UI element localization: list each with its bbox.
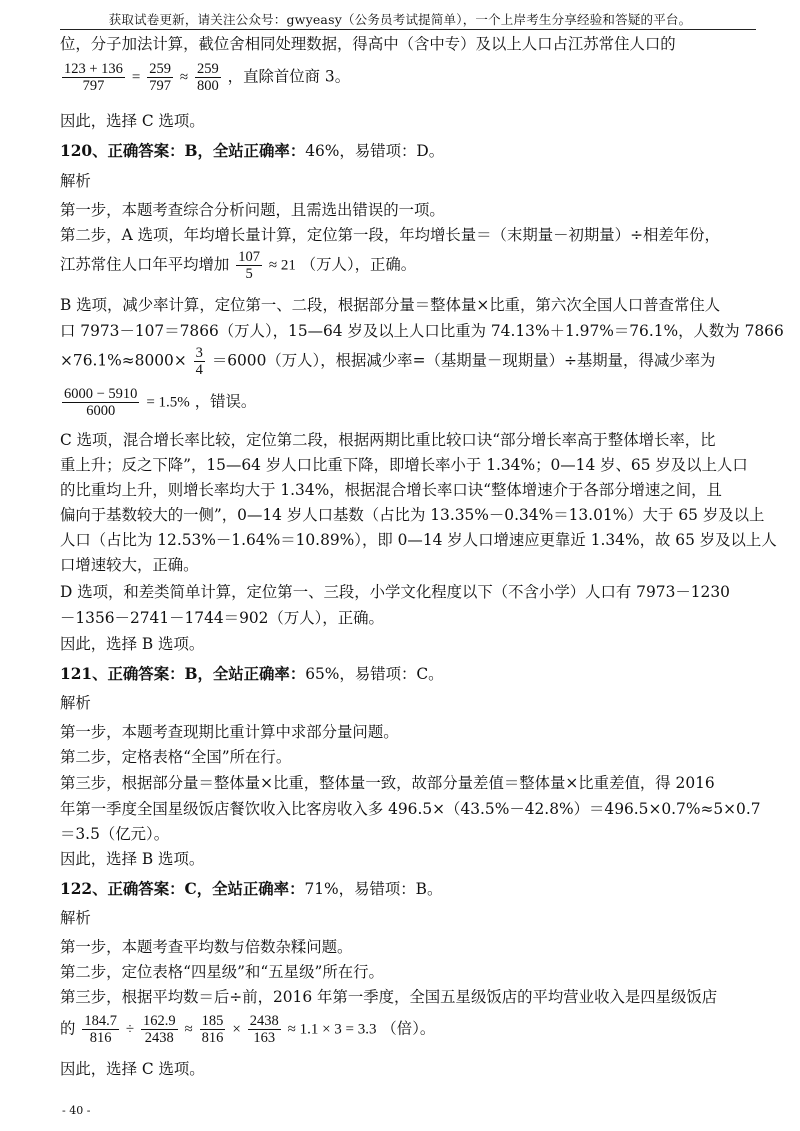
section-label: 解析 bbox=[60, 909, 91, 927]
text-line: 第一步，本题考查平均数与倍数杂糅问题。 bbox=[60, 938, 353, 956]
text-line: 因此，选择 C 选项。 bbox=[60, 1060, 205, 1078]
answer-heading: 120、正确答案：B，全站正确率：46%，易错项：D。 bbox=[60, 142, 445, 160]
answer-heading: 121、正确答案：B，全站正确率：65%，易错项：C。 bbox=[60, 665, 444, 683]
fraction: $\frac{2438}{163}$ bbox=[249, 1013, 279, 1046]
formula-line: $\frac{6000 - 5910}{6000}$ = 1.5% ，错误。 bbox=[64, 386, 257, 419]
text-line: 口增速较大，正确。 bbox=[60, 556, 199, 574]
page-number: - 40 - bbox=[62, 1104, 91, 1117]
text-line: 偏向于基数较大的一侧”，0—14 岁人口基数（占比为 13.35%－0.34%＝13.01%）大于 65 岁及以上 bbox=[60, 506, 765, 524]
section-label: 解析 bbox=[60, 172, 91, 190]
page-header: 获取试卷更新，请关注公众号：gwyeasy（公务员考试提简单），一个上岸考生分享经验和答疑的平台。 bbox=[108, 12, 692, 27]
section-label: 解析 bbox=[60, 694, 91, 712]
text-line: 第三步，根据部分量＝整体量×比重，整体量一致，故部分量差值＝整体量×比重差值，得 2016 bbox=[60, 774, 715, 792]
fraction: $\frac{162.9}{2438}$ bbox=[142, 1013, 176, 1046]
formula-line: 的 $\frac{184.7}{816}$ ÷ $\frac{162.9}{2438}$ ≈ $\frac{185}{816}$ × $\frac{2438}{163}$ ≈ 1.1 × 3 = 3.3 （倍）。 bbox=[60, 1013, 436, 1046]
formula-line: ×76.1%≈8000× $\frac{3}{4}$ ＝6000（万人），根据减少率=（基期量－现期量）÷基期量，得减少率为 bbox=[60, 345, 716, 378]
text-line: 第二步，A 选项，年均增长量计算，定位第一段，年均增长量＝（末期量－初期量）÷相差年份， bbox=[60, 226, 720, 244]
text-line: 第一步，本题考查现期比重计算中求部分量问题。 bbox=[60, 723, 399, 741]
text-line: －1356－2741－1744＝902（万人），正确。 bbox=[60, 609, 384, 627]
fraction: $\frac{3}{4}$ bbox=[195, 345, 203, 378]
fraction: $\frac{259}{797}$ bbox=[149, 61, 171, 94]
text-line: C 选项，混合增长率比较，定位第二段，根据两期比重比较口诀“部分增长率高于整体增长率，比 bbox=[60, 431, 716, 449]
formula-line: $\frac{123 + 136}{797}$ = $\frac{259}{797}$ ≈ $\frac{259}{800}$ ，直除首位商 3。 bbox=[64, 61, 351, 94]
fraction: $\frac{185}{816}$ bbox=[201, 1013, 224, 1046]
text-line: B 选项，减少率计算，定位第一、二段，根据部分量＝整体量×比重，第六次全国人口普查常住人 bbox=[60, 296, 721, 314]
fraction: $\frac{107}{5}$ bbox=[238, 249, 260, 282]
text-line: 因此，选择 B 选项。 bbox=[60, 850, 205, 868]
text-line: 第二步，定格表格“全国”所在行。 bbox=[60, 748, 292, 766]
text-line: D 选项，和差类简单计算，定位第一、三段，小学文化程度以下（不含小学）人口有 7973－1230 bbox=[60, 583, 730, 601]
text-line: 第一步，本题考查综合分析问题，且需选出错误的一项。 bbox=[60, 201, 445, 219]
header-divider bbox=[60, 29, 756, 30]
text-line: 因此，选择 B 选项。 bbox=[60, 635, 205, 653]
text-line: 年第一季度全国星级饭店餐饮收入比客房收入多 496.5×（43.5%－42.8%）＝496.5×0.7%≈5×0.7 bbox=[60, 800, 761, 818]
text-line: 人口（占比为 12.53%－1.64%＝10.89%），即 0—14 岁人口增速应更靠近 1.34%，故 65 岁及以上人 bbox=[60, 531, 777, 549]
text-line: 的比重均上升，则增长率均大于 1.34%，根据混合增长率口诀“整体增速介于各部分增速之间，且 bbox=[60, 481, 722, 499]
fraction: $\frac{184.7}{816}$ bbox=[84, 1013, 117, 1046]
fraction: $\frac{6000 - 5910}{6000}$ bbox=[64, 386, 138, 419]
text-line: 重上升；反之下降”，15—64 岁人口比重下降，即增长率小于 1.34%；0—14 岁、65 岁及以上人口 bbox=[60, 456, 748, 474]
fraction: $\frac{123 + 136}{797}$ bbox=[64, 61, 123, 94]
formula-line: 江苏常住人口年平均增加 $\frac{107}{5}$ ≈ 21 （万人），正确。 bbox=[60, 249, 417, 282]
fraction: $\frac{259}{800}$ bbox=[197, 61, 219, 94]
text-line: 位，分子加法计算，截位舍相同处理数据，得高中（含中专）及以上人口占江苏常住人口的 bbox=[60, 35, 676, 53]
answer-heading: 122、正确答案：C，全站正确率：71%，易错项：B。 bbox=[60, 880, 443, 898]
text-line: ＝3.5（亿元）。 bbox=[60, 825, 170, 843]
text-line: 口 7973－107＝7866（万人），15—64 岁及以上人口比重为 74.13%＋1.97%＝76.1%，人数为 7866 bbox=[60, 322, 784, 340]
text-line: 第三步，根据平均数＝后÷前，2016 年第一季度，全国五星级饭店的平均营业收入是四星级饭店 bbox=[60, 988, 718, 1006]
text-line: 第二步，定位表格“四星级”和“五星级”所在行。 bbox=[60, 963, 384, 981]
text-line: 因此，选择 C 选项。 bbox=[60, 112, 205, 130]
